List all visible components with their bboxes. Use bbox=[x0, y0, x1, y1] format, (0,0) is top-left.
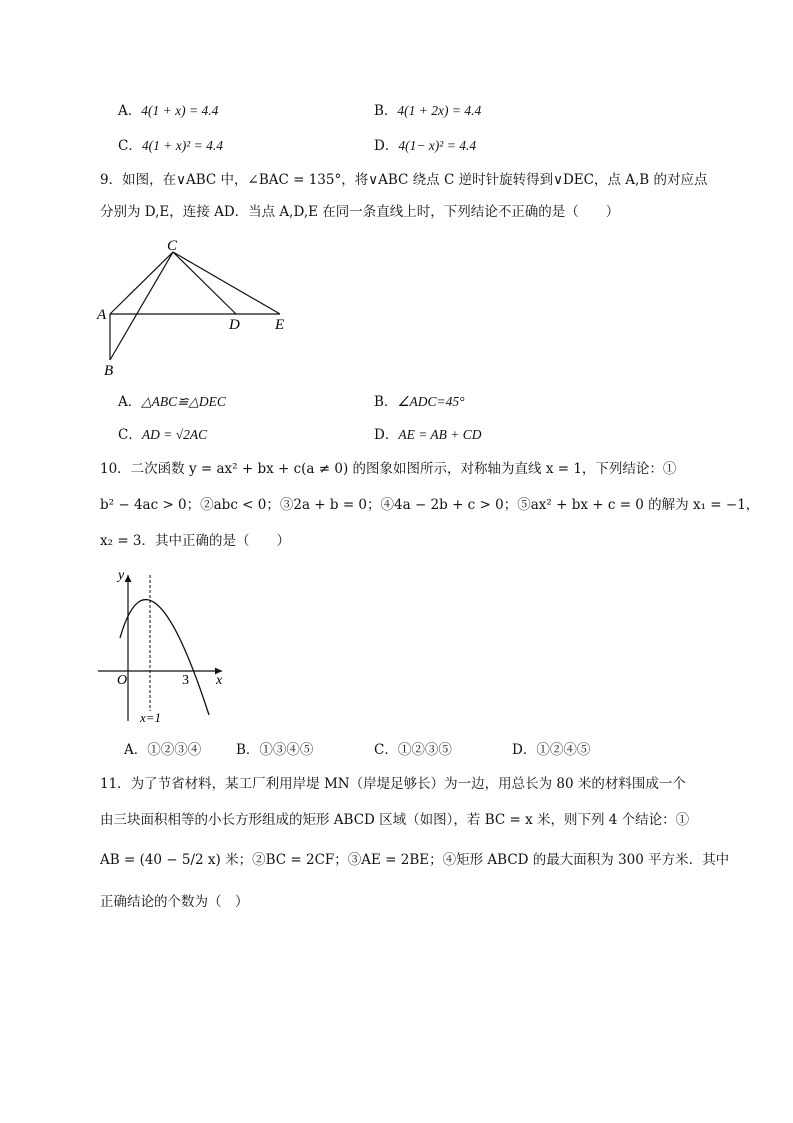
q8-option-b-expr: 4(1 + 2x) = 4.4 bbox=[397, 103, 482, 118]
q9-option-b-letter: B． bbox=[374, 394, 398, 410]
q9-option-c-expr: AD = √2AC bbox=[141, 427, 208, 442]
q10-option-c-expr: ①②③⑤ bbox=[397, 742, 452, 758]
q10-parabola-figure bbox=[90, 563, 240, 731]
q10-option-a-letter: A． bbox=[124, 742, 148, 758]
q9-triangle-figure bbox=[90, 232, 300, 380]
q9-option-a-letter: A． bbox=[118, 394, 142, 410]
label-c: C bbox=[167, 238, 178, 254]
q10-option-b-expr: ①③④⑤ bbox=[259, 742, 314, 758]
q9-option-c-letter: C． bbox=[118, 427, 142, 443]
q8-option-d-expr: 4(1− x)² = 4.4 bbox=[398, 138, 477, 153]
q8-option-a bbox=[118, 104, 218, 119]
q9-option-d-expr: AE = AB + CD bbox=[398, 427, 482, 442]
label-origin: O bbox=[117, 673, 128, 688]
q8-option-a-letter: A． bbox=[118, 103, 142, 119]
q9-option-b bbox=[374, 395, 465, 410]
q9-option-a-expr: △ABC≌△DEC bbox=[141, 394, 226, 409]
q9-option-b-expr: ∠ADC=45° bbox=[397, 394, 465, 409]
q9-option-c bbox=[118, 428, 207, 443]
label-a: A bbox=[97, 307, 107, 323]
q10-option-b-letter: B． bbox=[236, 742, 260, 758]
q10-option-d-expr: ①②④⑤ bbox=[536, 742, 591, 758]
label-b: B bbox=[104, 363, 114, 379]
q9-option-d-letter: D． bbox=[374, 427, 399, 443]
q8-option-d-letter: D． bbox=[374, 138, 399, 154]
segment-cb bbox=[110, 252, 173, 360]
q8-option-c-expr: 4(1 + x)² = 4.4 bbox=[141, 138, 223, 153]
q10-option-c-letter: C． bbox=[374, 742, 398, 758]
q11-stem-line2: 由三块面积相等的小长方形组成的矩形 ABCD 区域（如图），若 BC = x 米，则下列 4 个结论：① bbox=[100, 812, 690, 828]
q8-option-b-letter: B． bbox=[374, 103, 398, 119]
q8-option-c bbox=[118, 139, 223, 154]
q8-option-c-letter: C． bbox=[118, 138, 142, 154]
q11-stem-line1: 11．为了节省材料，某工厂利用岸堤 MN（岸堤足够长）为一边，用总长为 80 米的材料围成一个 bbox=[100, 776, 686, 792]
q10-stem-line2: b² − 4ac > 0；②abc < 0；③2a + b = 0；④4a − 2b + c > 0；⑤ax² + bx + c = 0 的解为 x₁ = −1， bbox=[100, 497, 760, 513]
q10-option-d bbox=[512, 744, 590, 758]
q10-option-c bbox=[374, 744, 452, 758]
q10-stem-line1: 10．二次函数 y = ax² + bx + c(a ≠ 0) 的图象如图所示，对称轴为直线 x = 1，下列结论：① bbox=[100, 461, 677, 477]
q9-stem-line1: 9．如图，在∨ABC 中，∠BAC = 135°，将∨ABC 绕点 C 逆时针旋转得到∨DEC，点 A,B 的对应点 bbox=[100, 172, 708, 188]
parabola-curve bbox=[120, 600, 209, 715]
label-three: 3 bbox=[182, 673, 189, 688]
label-d: D bbox=[229, 317, 240, 333]
q8-option-d bbox=[374, 139, 476, 154]
q10-option-a-expr: ①②③④ bbox=[147, 742, 202, 758]
q10-option-a bbox=[124, 744, 201, 758]
q8-option-a-expr: 4(1 + x) = 4.4 bbox=[141, 103, 219, 118]
label-y: y bbox=[118, 568, 125, 583]
q9-option-d bbox=[374, 428, 482, 443]
label-axis-x-eq-1: x=1 bbox=[140, 710, 162, 725]
segment-ca bbox=[110, 252, 173, 314]
q10-option-d-letter: D． bbox=[512, 742, 537, 758]
q9-option-a bbox=[118, 395, 226, 410]
q8-option-b bbox=[374, 104, 481, 119]
q10-stem-line3: x₂ = 3．其中正确的是（ ） bbox=[100, 533, 291, 549]
q11-stem-line4: 正确结论的个数为（ ） bbox=[100, 894, 249, 910]
q10-option-b bbox=[236, 744, 313, 758]
q11-stem-line3: AB = (40 − 5/2 x) 米；②BC = 2CF；③AE = 2BE；④矩形 ABCD 的最大面积为 300 平方米．其中 bbox=[100, 852, 730, 868]
label-e: E bbox=[275, 317, 285, 333]
q9-stem-line2: 分别为 D,E，连接 AD．当点 A,D,E 在同一条直线上时，下列结论不正确的是（ ） bbox=[100, 204, 620, 220]
label-x: x bbox=[216, 673, 223, 688]
